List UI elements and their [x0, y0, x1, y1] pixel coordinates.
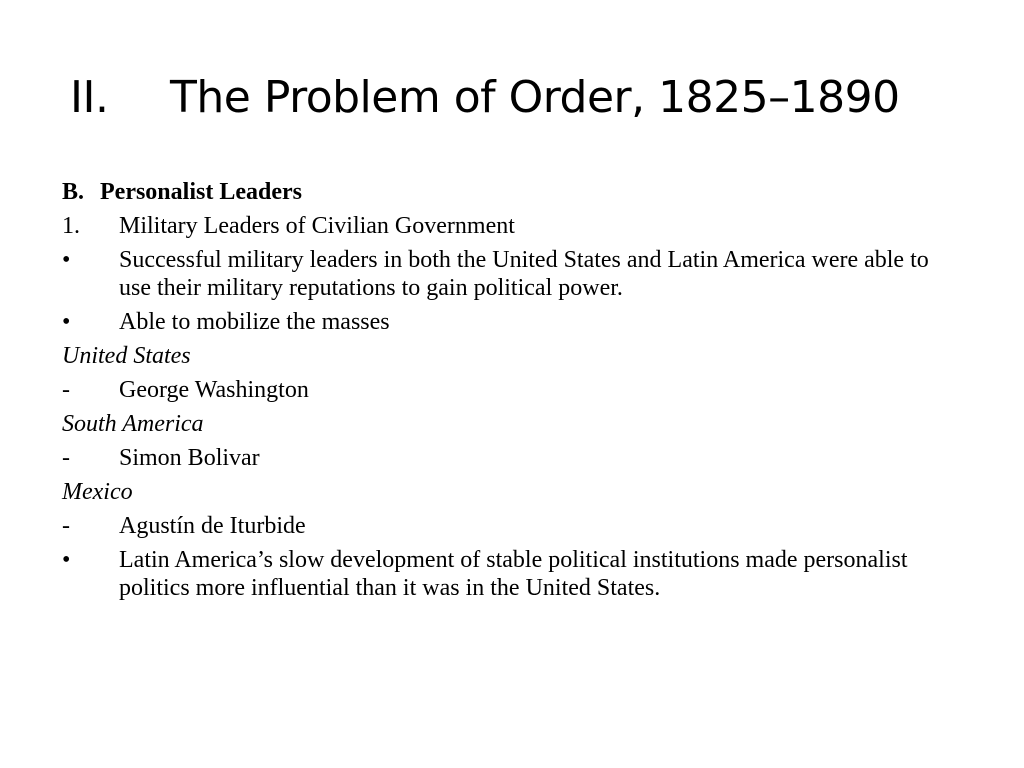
- region-heading: [62, 410, 962, 438]
- bullet-marker: •: [62, 247, 71, 273]
- bullet-item: [62, 308, 962, 336]
- region-heading-text: South America: [62, 411, 204, 437]
- dash-marker: -: [62, 445, 70, 471]
- section-title: Personalist Leaders: [100, 179, 302, 205]
- dash-item: [62, 376, 962, 404]
- region-heading-text: United States: [62, 343, 191, 369]
- bullet-marker: •: [62, 309, 71, 335]
- numbered-item: [62, 212, 962, 240]
- dash-item-text: Simon Bolivar: [119, 445, 260, 471]
- section-heading: [62, 178, 962, 206]
- dash-item-text: George Washington: [119, 377, 309, 403]
- numbered-item-text: Military Leaders of Civilian Government: [119, 213, 515, 239]
- region-heading: [62, 342, 962, 370]
- region-heading: [62, 478, 962, 506]
- number-marker: 1.: [62, 213, 80, 239]
- bullet-marker: •: [62, 547, 71, 573]
- bullet-item: [62, 546, 962, 602]
- dash-item: [62, 444, 962, 472]
- bullet-text: Able to mobilize the masses: [119, 309, 390, 335]
- slide-title: [70, 66, 900, 130]
- dash-marker: -: [62, 513, 70, 539]
- bullet-item: [62, 246, 962, 302]
- slide-body: [62, 178, 962, 608]
- dash-item: [62, 512, 962, 540]
- title-number: II.: [70, 72, 109, 123]
- dash-item-text: Agustín de Iturbide: [119, 513, 306, 539]
- dash-marker: -: [62, 377, 70, 403]
- region-heading-text: Mexico: [62, 479, 133, 505]
- bullet-text: Successful military leaders in both the United States and Latin America were able to use their military reputations to gain political power.: [119, 247, 929, 301]
- bullet-text: Latin America’s slow development of stable political institutions made personalist politics more influential than it was in the United States.: [119, 547, 908, 601]
- section-marker: B.: [62, 179, 85, 205]
- title-text: The Problem of Order, 1825–1890: [170, 72, 900, 123]
